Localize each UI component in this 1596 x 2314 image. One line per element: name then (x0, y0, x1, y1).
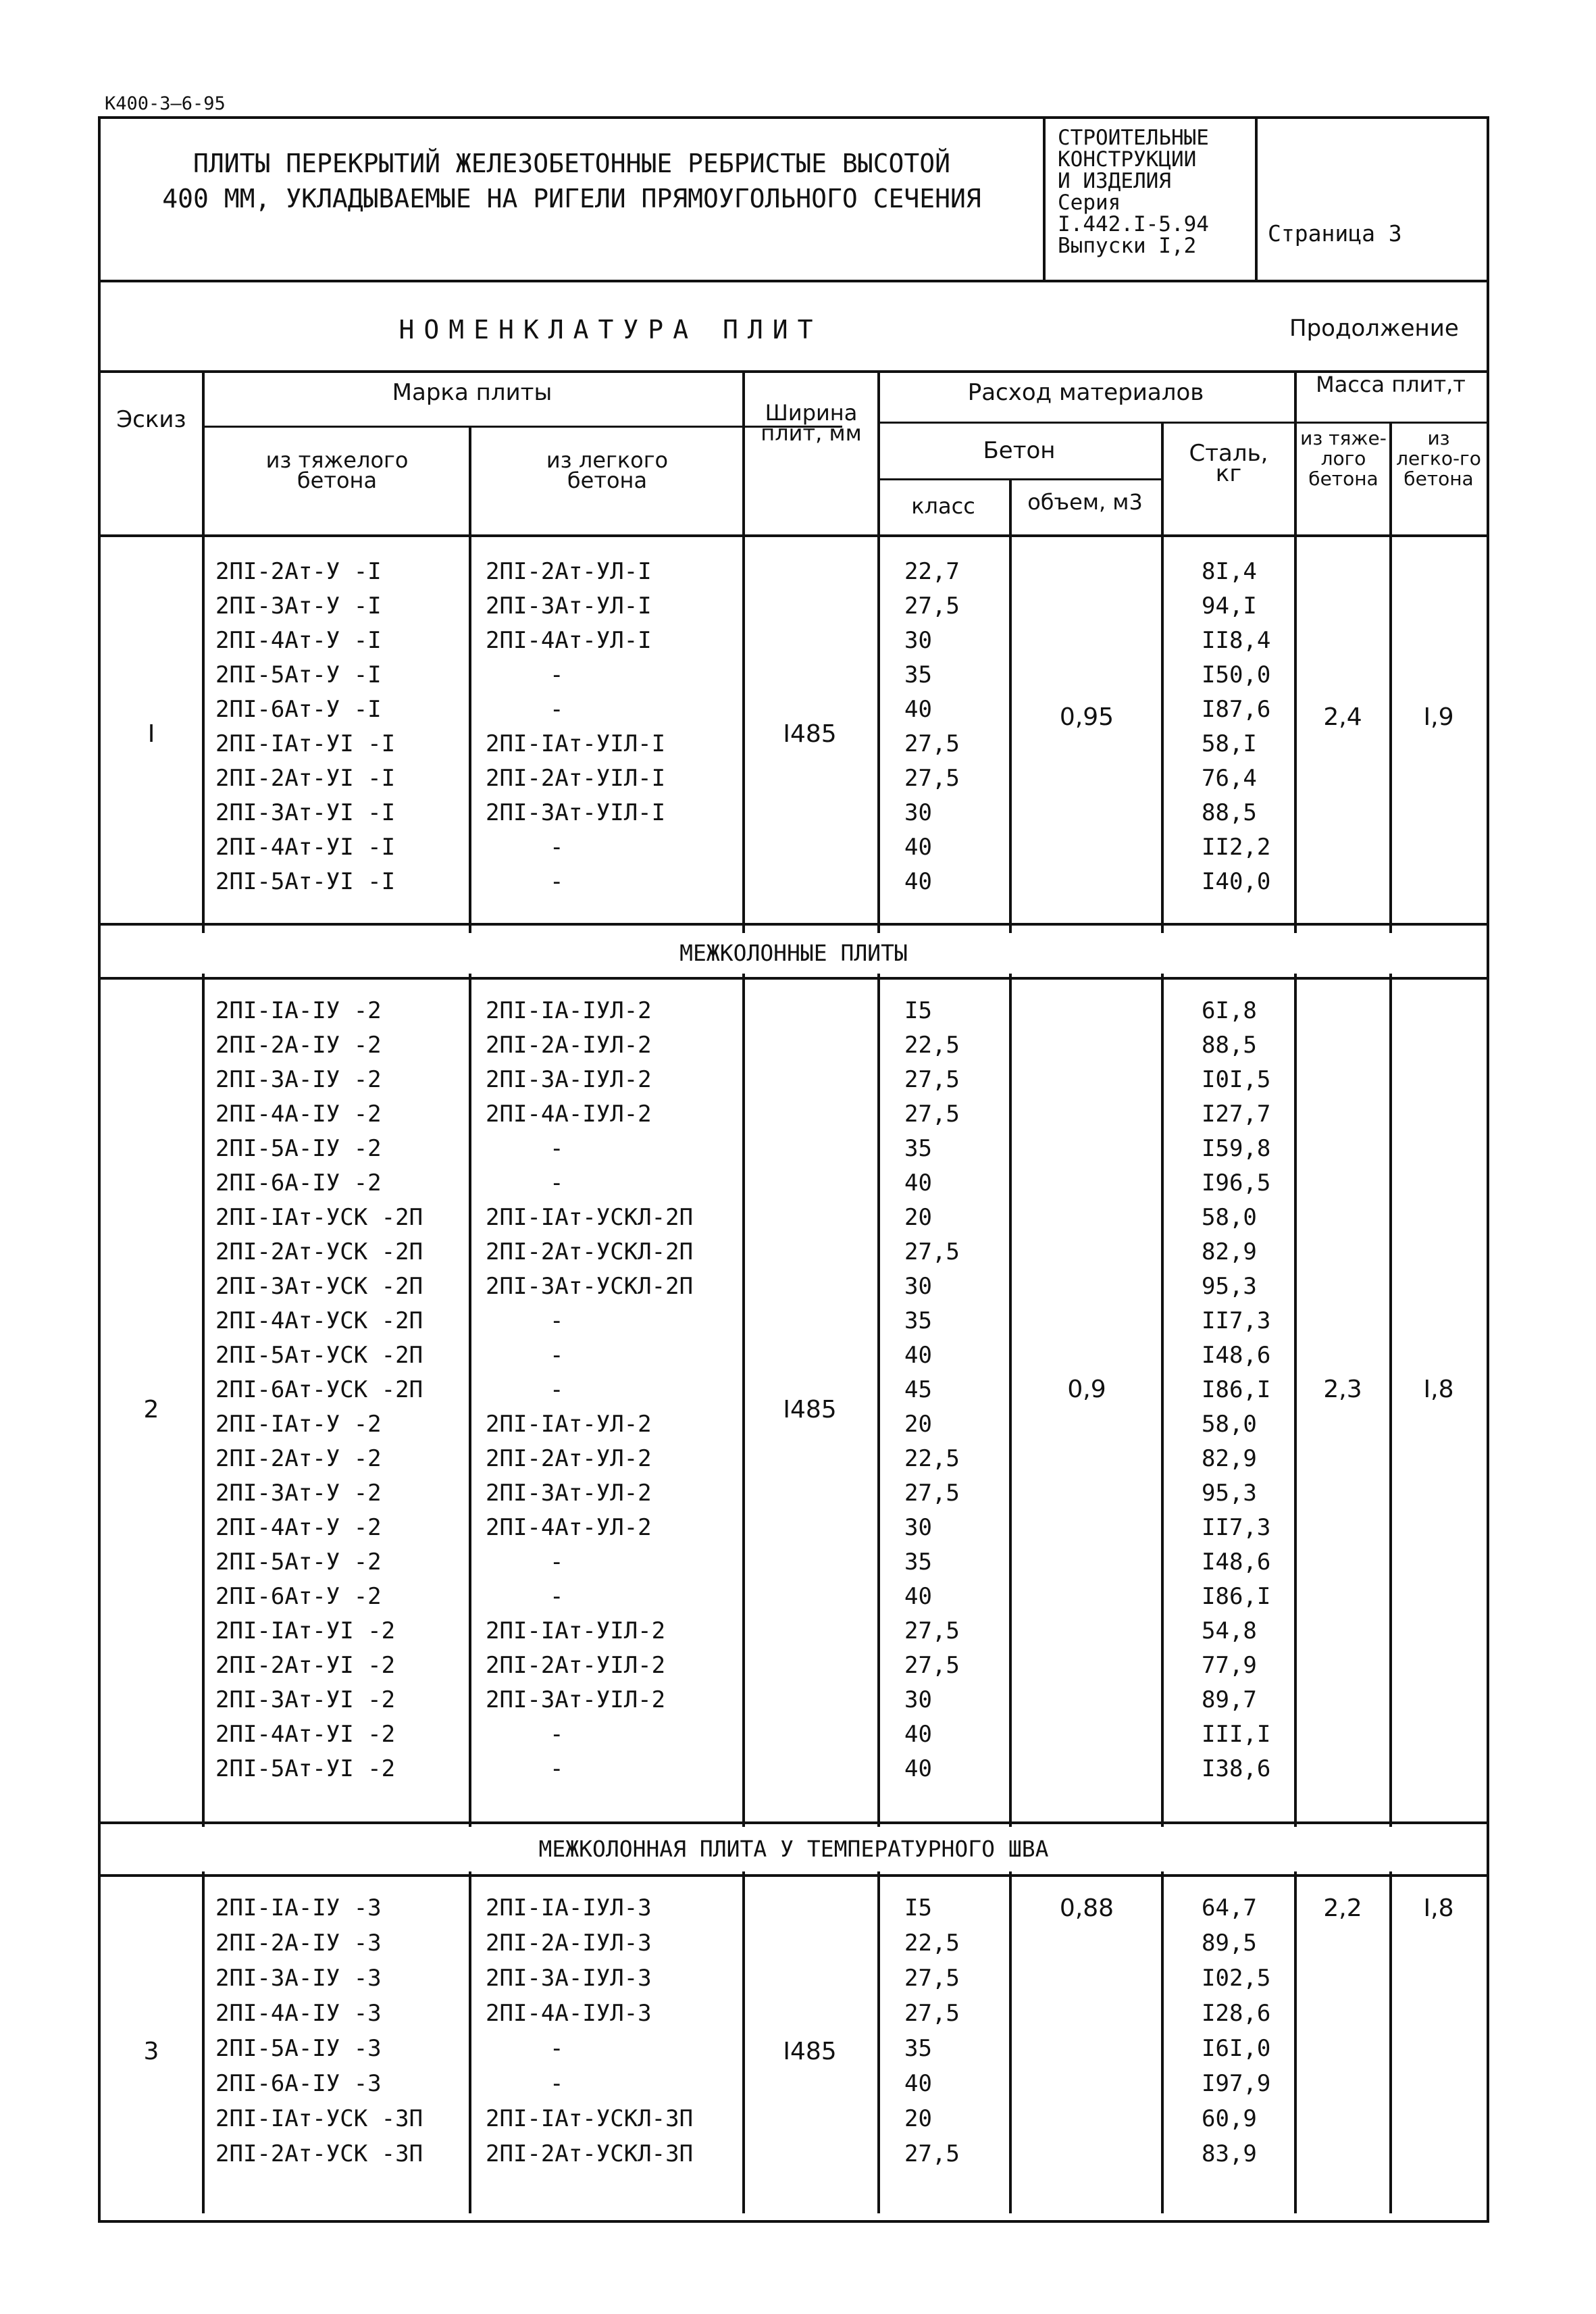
mark-heavy-cell: 2ПI-3Ат-У -2 (215, 1480, 382, 1507)
steel-kg-cell: 82,9 (1202, 1445, 1257, 1472)
mark-light-cell: 2ПI-3А-IУЛ-3 (486, 1965, 652, 1992)
mark-heavy-cell: 2ПI-2Ат-УСК -2П (215, 1238, 423, 1265)
table-row (101, 1965, 1487, 1998)
steel-kg-cell: I48,6 (1202, 1549, 1271, 1576)
mark-light-cell: - (550, 868, 564, 895)
mark-heavy-cell: 2ПI-3Ат-УСК -2П (215, 1273, 423, 1300)
table-row (101, 1894, 1487, 1928)
concrete-volume: 0,95 (1059, 703, 1114, 731)
mark-light-cell: - (550, 2035, 564, 2062)
concrete-class-cell: 27,5 (904, 2140, 960, 2167)
mark-light-cell: 2ПI-2А-IУЛ-3 (486, 1930, 652, 1957)
table-row (101, 1445, 1487, 1479)
mark-heavy-cell: 2ПI-5Ат-УСК -2П (215, 1342, 423, 1369)
steel-kg-cell: I48,6 (1202, 1342, 1271, 1369)
series-line: СТРОИТЕЛЬНЫЕ (1058, 126, 1209, 150)
mass-heavy: 2,3 (1323, 1376, 1362, 1403)
mark-heavy-cell: 2ПI-2Ат-У -2 (215, 1445, 382, 1472)
steel-kg-cell: 82,9 (1202, 1238, 1257, 1265)
concrete-class-cell: 40 (904, 1721, 932, 1748)
table-row (101, 1307, 1487, 1341)
title-line-2: 400 ММ, УКЛАДЫВАЕМЫЕ НА РИГЕЛИ ПРЯМОУГОЛЬНОГО СЕЧЕНИЯ (162, 184, 981, 213)
table-row (101, 558, 1487, 592)
col-header-width: Ширина плит, мм (761, 400, 862, 446)
steel-kg-cell: 88,5 (1202, 1032, 1257, 1059)
concrete-class-cell: 35 (904, 1549, 932, 1576)
mark-heavy-cell: 2ПI-IА-IУ -3 (215, 1894, 382, 1921)
steel-kg-cell: I02,5 (1202, 1965, 1271, 1992)
table-row (101, 765, 1487, 799)
sketch-number: 3 (143, 2038, 159, 2065)
steel-kg-cell: II7,3 (1202, 1514, 1271, 1541)
mark-light-cell: 2ПI-3Ат-УЛ-2 (486, 1480, 652, 1507)
concrete-class-cell: 35 (904, 2035, 932, 2062)
concrete-class-cell: 30 (904, 1514, 932, 1541)
sketch-number: I (147, 720, 155, 748)
mark-light-cell: - (550, 2070, 564, 2097)
concrete-class-cell: 30 (904, 1686, 932, 1713)
series-line: Выпуски I,2 (1058, 234, 1197, 258)
concrete-class-cell: 20 (904, 2105, 932, 2132)
table-row (101, 1930, 1487, 1963)
section-border (101, 977, 1487, 980)
mark-light-cell: - (550, 1169, 564, 1197)
sketch-number: 2 (143, 1396, 159, 1424)
table-row (101, 799, 1487, 833)
mark-heavy-cell: 2ПI-4А-IУ -3 (215, 2000, 382, 2027)
steel-kg-cell: 95,3 (1202, 1273, 1257, 1300)
section-border (101, 1874, 1487, 1877)
steel-kg-cell: 58,0 (1202, 1411, 1257, 1438)
steel-kg-cell: I27,7 (1202, 1101, 1271, 1128)
plate-width: I485 (783, 2038, 837, 2065)
mark-light-cell: 2ПI-IАт-УIЛ-2 (486, 1617, 666, 1644)
steel-kg-cell: I97,9 (1202, 2070, 1271, 2097)
table-row (101, 1686, 1487, 1720)
section-title-temperature-joint: МЕЖКОЛОННАЯ ПЛИТА У ТЕМПЕРАТУРНОГО ШВА (101, 1827, 1487, 1871)
steel-kg-cell: 60,9 (1202, 2105, 1257, 2132)
steel-kg-cell: I50,0 (1202, 661, 1271, 688)
plate-width: I485 (783, 1396, 837, 1424)
mark-light-cell: - (550, 661, 564, 688)
mark-light-cell: - (550, 1549, 564, 1576)
mark-heavy-cell: 2ПI-IАт-УСК -2П (215, 1204, 423, 1231)
mark-heavy-cell: 2ПI-6А-IУ -2 (215, 1169, 382, 1197)
mark-heavy-cell: 2ПI-5Ат-УI -I (215, 868, 396, 895)
steel-kg-cell: 8I,4 (1202, 558, 1257, 585)
col-header-concrete: Бетон (983, 437, 1056, 464)
table-row (101, 997, 1487, 1031)
mark-light-cell: 2ПI-2Ат-УIЛ-I (486, 765, 666, 792)
steel-kg-cell: 89,7 (1202, 1686, 1257, 1713)
mark-light-cell: 2ПI-3Ат-УIЛ-I (486, 799, 666, 826)
mark-light-cell: 2ПI-IАт-УЛ-2 (486, 1411, 652, 1438)
header-divider (202, 426, 842, 428)
concrete-class-cell: 27,5 (904, 1652, 960, 1679)
steel-kg-cell: 94,I (1202, 593, 1257, 620)
mark-light-cell: - (550, 834, 564, 861)
table-row (101, 1652, 1487, 1686)
series-line: И ИЗДЕЛИЯ (1058, 169, 1171, 193)
mark-light-cell: 2ПI-2Ат-УСКЛ-2П (486, 1238, 694, 1265)
mark-light-cell: - (550, 1307, 564, 1334)
col-header-steel: Сталь, кг (1189, 440, 1268, 487)
mark-light-cell: - (550, 1755, 564, 1782)
mark-heavy-cell: 2ПI-6А-IУ -3 (215, 2070, 382, 2097)
col-header-mark-light: из легкого бетона (546, 447, 669, 493)
steel-kg-cell: I96,5 (1202, 1169, 1271, 1197)
steel-kg-cell: 95,3 (1202, 1480, 1257, 1507)
series-block (1043, 119, 1258, 280)
steel-kg-cell: 83,9 (1202, 2140, 1257, 2167)
mark-light-cell: 2ПI-2Ат-УЛ-2 (486, 1445, 652, 1472)
mark-light-cell: - (550, 1721, 564, 1748)
mark-heavy-cell: 2ПI-2Ат-УСК -3П (215, 2140, 423, 2167)
header-divider (877, 478, 1161, 480)
document-title (101, 146, 1043, 216)
concrete-class-cell: 22,5 (904, 1445, 960, 1472)
steel-kg-cell: I59,8 (1202, 1135, 1271, 1162)
mark-heavy-cell: 2ПI-2А-IУ -2 (215, 1032, 382, 1059)
concrete-class-cell: 30 (904, 1273, 932, 1300)
steel-kg-cell: 89,5 (1202, 1930, 1257, 1957)
table-row (101, 2105, 1487, 2139)
table-row (101, 661, 1487, 695)
mark-heavy-cell: 2ПI-6Ат-У -I (215, 696, 382, 723)
table-row (101, 1549, 1487, 1582)
mark-heavy-cell: 2ПI-4Ат-У -2 (215, 1514, 382, 1541)
mark-heavy-cell: 2ПI-5Ат-УI -2 (215, 1755, 396, 1782)
title-block (101, 119, 1487, 282)
mark-light-cell: 2ПI-IАт-УIЛ-I (486, 730, 666, 757)
table-row (101, 593, 1487, 626)
concrete-class-cell: 40 (904, 1583, 932, 1610)
concrete-class-cell: 27,5 (904, 593, 960, 620)
concrete-class-cell: 35 (904, 1135, 932, 1162)
table-row (101, 834, 1487, 867)
mark-light-cell: 2ПI-4А-IУЛ-3 (486, 2000, 652, 2027)
mark-heavy-cell: 2ПI-3Ат-УI -2 (215, 1686, 396, 1713)
mark-light-cell: 2ПI-2А-IУЛ-2 (486, 1032, 652, 1059)
steel-kg-cell: I87,6 (1202, 696, 1271, 723)
mark-heavy-cell: 2ПI-IАт-УI -I (215, 730, 396, 757)
section-border (101, 1821, 1487, 1824)
mark-heavy-cell: 2ПI-IАт-УСК -3П (215, 2105, 423, 2132)
mark-heavy-cell: 2ПI-IАт-У -2 (215, 1411, 382, 1438)
concrete-class-cell: 40 (904, 868, 932, 895)
mark-light-cell: 2ПI-3Ат-УЛ-I (486, 593, 652, 620)
mark-heavy-cell: 2ПI-4А-IУ -2 (215, 1101, 382, 1128)
concrete-class-cell: 40 (904, 2070, 932, 2097)
concrete-class-cell: 20 (904, 1411, 932, 1438)
mark-light-cell: - (550, 696, 564, 723)
mark-heavy-cell: 2ПI-IАт-УI -2 (215, 1617, 396, 1644)
mark-light-cell: - (550, 1342, 564, 1369)
col-header-materials: Расход материалов (967, 379, 1204, 406)
mark-heavy-cell: 2ПI-5А-IУ -2 (215, 1135, 382, 1162)
table-row (101, 1617, 1487, 1651)
mark-light-cell: - (550, 1135, 564, 1162)
steel-kg-cell: 76,4 (1202, 765, 1257, 792)
mark-light-cell: 2ПI-IАт-УСКЛ-2П (486, 1204, 694, 1231)
steel-kg-cell: II8,4 (1202, 627, 1271, 654)
mass-light: I,9 (1423, 703, 1454, 731)
mass-light: I,8 (1423, 1894, 1454, 1922)
steel-kg-cell: 6I,8 (1202, 997, 1257, 1024)
continuation-label: Продолжение (1289, 315, 1459, 342)
col-header-mass: Масса плит,т (1316, 372, 1466, 397)
page-number: Страница 3 (1268, 220, 1402, 247)
concrete-class-cell: 22,7 (904, 558, 960, 585)
concrete-class-cell: I5 (904, 997, 932, 1024)
section-border (101, 923, 1487, 926)
concrete-class-cell: 27,5 (904, 1480, 960, 1507)
table-row (101, 2070, 1487, 2104)
mark-heavy-cell: 2ПI-2Ат-УI -2 (215, 1652, 396, 1679)
concrete-volume: 0,9 (1067, 1376, 1106, 1403)
plate-width: I485 (783, 720, 837, 748)
concrete-class-cell: 35 (904, 1307, 932, 1334)
concrete-class-cell: 22,5 (904, 1930, 960, 1957)
table-row (101, 868, 1487, 902)
header-bottom-border (101, 534, 1487, 537)
concrete-class-cell: 40 (904, 1169, 932, 1197)
mark-heavy-cell: 2ПI-4Ат-УСК -2П (215, 1307, 423, 1334)
concrete-class-cell: 35 (904, 661, 932, 688)
concrete-class-cell: 27,5 (904, 1617, 960, 1644)
concrete-class-cell: 22,5 (904, 1032, 960, 1059)
section-title-intercolumn: МЕЖКОЛОННЫЕ ПЛИТЫ (101, 933, 1487, 974)
mark-light-cell: 2ПI-IАт-УСКЛ-3П (486, 2105, 694, 2132)
mark-heavy-cell: 2ПI-5Ат-У -2 (215, 1549, 382, 1576)
concrete-class-cell: 27,5 (904, 1101, 960, 1128)
series-line: КОНСТРУКЦИИ (1058, 147, 1197, 172)
mark-light-cell: 2ПI-3Ат-УIЛ-2 (486, 1686, 666, 1713)
steel-kg-cell: I38,6 (1202, 1755, 1271, 1782)
mark-heavy-cell: 2ПI-3А-IУ -3 (215, 1965, 382, 1992)
steel-kg-cell: I0I,5 (1202, 1066, 1271, 1093)
table-row (101, 1204, 1487, 1238)
table-top-border (101, 370, 1487, 373)
col-header-sketch: Эскиз (116, 406, 186, 433)
series-line: Серия (1058, 191, 1121, 215)
concrete-class-cell: 27,5 (904, 1238, 960, 1265)
concrete-class-cell: I5 (904, 1894, 932, 1921)
mark-heavy-cell: 2ПI-2Ат-У -I (215, 558, 382, 585)
steel-kg-cell: 77,9 (1202, 1652, 1257, 1679)
table-row (101, 1032, 1487, 1065)
mark-light-cell: 2ПI-4А-IУЛ-2 (486, 1101, 652, 1128)
steel-kg-cell: I28,6 (1202, 2000, 1271, 2027)
table-row (101, 1480, 1487, 1513)
col-header-mass-light: из легко-го бетона (1396, 427, 1481, 490)
table-row (101, 2000, 1487, 2034)
col-header-mass-heavy: из тяже-лого бетона (1300, 427, 1387, 490)
document-sheet (98, 116, 1489, 2223)
concrete-class-cell: 45 (904, 1376, 932, 1403)
mark-heavy-cell: 2ПI-6Ат-У -2 (215, 1583, 382, 1610)
table-row (101, 1135, 1487, 1169)
steel-kg-cell: 58,I (1202, 730, 1257, 757)
table-row (101, 1755, 1487, 1789)
title-line-1: ПЛИТЫ ПЕРЕКРЫТИЙ ЖЕЛЕЗОБЕТОННЫЕ РЕБРИСТЫЕ ВЫСОТОЙ (192, 149, 951, 178)
mark-heavy-cell: 2ПI-3Ат-У -I (215, 593, 382, 620)
col-header-mark: Марка плиты (392, 379, 552, 406)
table-row (101, 1514, 1487, 1548)
steel-kg-cell: 54,8 (1202, 1617, 1257, 1644)
steel-kg-cell: II2,2 (1202, 834, 1271, 861)
table-row (101, 1169, 1487, 1203)
concrete-class-cell: 27,5 (904, 1066, 960, 1093)
col-header-volume: объем, м3 (1027, 489, 1143, 515)
nomenclature-title: НОМЕНКЛАТУРА ПЛИТ (398, 315, 823, 345)
mark-heavy-cell: 2ПI-3Ат-УI -I (215, 799, 396, 826)
mark-heavy-cell: 2ПI-2Ат-УI -I (215, 765, 396, 792)
mark-light-cell: - (550, 1583, 564, 1610)
steel-kg-cell: I86,I (1202, 1583, 1271, 1610)
table-row (101, 1238, 1487, 1272)
mark-heavy-cell: 2ПI-2А-IУ -3 (215, 1930, 382, 1957)
table-row (101, 1721, 1487, 1755)
mark-heavy-cell: 2ПI-5А-IУ -3 (215, 2035, 382, 2062)
mark-light-cell: 2ПI-3Ат-УСКЛ-2П (486, 1273, 694, 1300)
concrete-class-cell: 40 (904, 834, 932, 861)
mark-light-cell: - (550, 1376, 564, 1403)
steel-kg-cell: II7,3 (1202, 1307, 1271, 1334)
mass-heavy: 2,4 (1323, 703, 1362, 731)
steel-kg-cell: 58,0 (1202, 1204, 1257, 1231)
mark-heavy-cell: 2ПI-4Ат-УI -I (215, 834, 396, 861)
mass-light: I,8 (1423, 1376, 1454, 1403)
mark-light-cell: 2ПI-2Ат-УЛ-I (486, 558, 652, 585)
steel-kg-cell: 88,5 (1202, 799, 1257, 826)
concrete-class-cell: 27,5 (904, 1965, 960, 1992)
mark-heavy-cell: 2ПI-IА-IУ -2 (215, 997, 382, 1024)
concrete-class-cell: 20 (904, 1204, 932, 1231)
table-row (101, 1583, 1487, 1617)
concrete-class-cell: 27,5 (904, 2000, 960, 2027)
concrete-class-cell: 40 (904, 696, 932, 723)
mark-heavy-cell: 2ПI-5Ат-У -I (215, 661, 382, 688)
concrete-class-cell: 27,5 (904, 730, 960, 757)
concrete-class-cell: 30 (904, 627, 932, 654)
mark-light-cell: 2ПI-4Ат-УЛ-2 (486, 1514, 652, 1541)
concrete-class-cell: 27,5 (904, 765, 960, 792)
mark-heavy-cell: 2ПI-3А-IУ -2 (215, 1066, 382, 1093)
table-row (101, 1342, 1487, 1376)
mark-light-cell: 2ПI-2Ат-УIЛ-2 (486, 1652, 666, 1679)
steel-kg-cell: I40,0 (1202, 868, 1271, 895)
mark-heavy-cell: 2ПI-4Ат-УI -2 (215, 1721, 396, 1748)
mass-heavy: 2,2 (1323, 1894, 1362, 1922)
document-code: К400-3—6-95 (105, 93, 226, 114)
mark-light-cell: 2ПI-2Ат-УСКЛ-3П (486, 2140, 694, 2167)
concrete-volume: 0,88 (1059, 1894, 1114, 1922)
mark-heavy-cell: 2ПI-6Ат-УСК -2П (215, 1376, 423, 1403)
concrete-class-cell: 40 (904, 1755, 932, 1782)
col-header-class: класс (911, 493, 975, 519)
mark-light-cell: 2ПI-IА-IУЛ-3 (486, 1894, 652, 1921)
concrete-class-cell: 40 (904, 1342, 932, 1369)
table-row (101, 2140, 1487, 2174)
concrete-class-cell: 30 (904, 799, 932, 826)
mark-light-cell: 2ПI-3А-IУЛ-2 (486, 1066, 652, 1093)
nomenclature-heading (101, 315, 1487, 349)
col-header-mark-heavy: из тяжелого бетона (265, 447, 409, 493)
steel-kg-cell: I86,I (1202, 1376, 1271, 1403)
series-line: I.442.I-5.94 (1058, 212, 1209, 236)
steel-kg-cell: I6I,0 (1202, 2035, 1271, 2062)
mark-heavy-cell: 2ПI-4Ат-У -I (215, 627, 382, 654)
steel-kg-cell: 64,7 (1202, 1894, 1257, 1921)
table-row (101, 627, 1487, 661)
steel-kg-cell: III,I (1202, 1721, 1271, 1748)
table-row (101, 1101, 1487, 1134)
mark-light-cell: 2ПI-4Ат-УЛ-I (486, 627, 652, 654)
table-row (101, 1273, 1487, 1307)
mark-light-cell: 2ПI-IА-IУЛ-2 (486, 997, 652, 1024)
table-row (101, 1066, 1487, 1100)
